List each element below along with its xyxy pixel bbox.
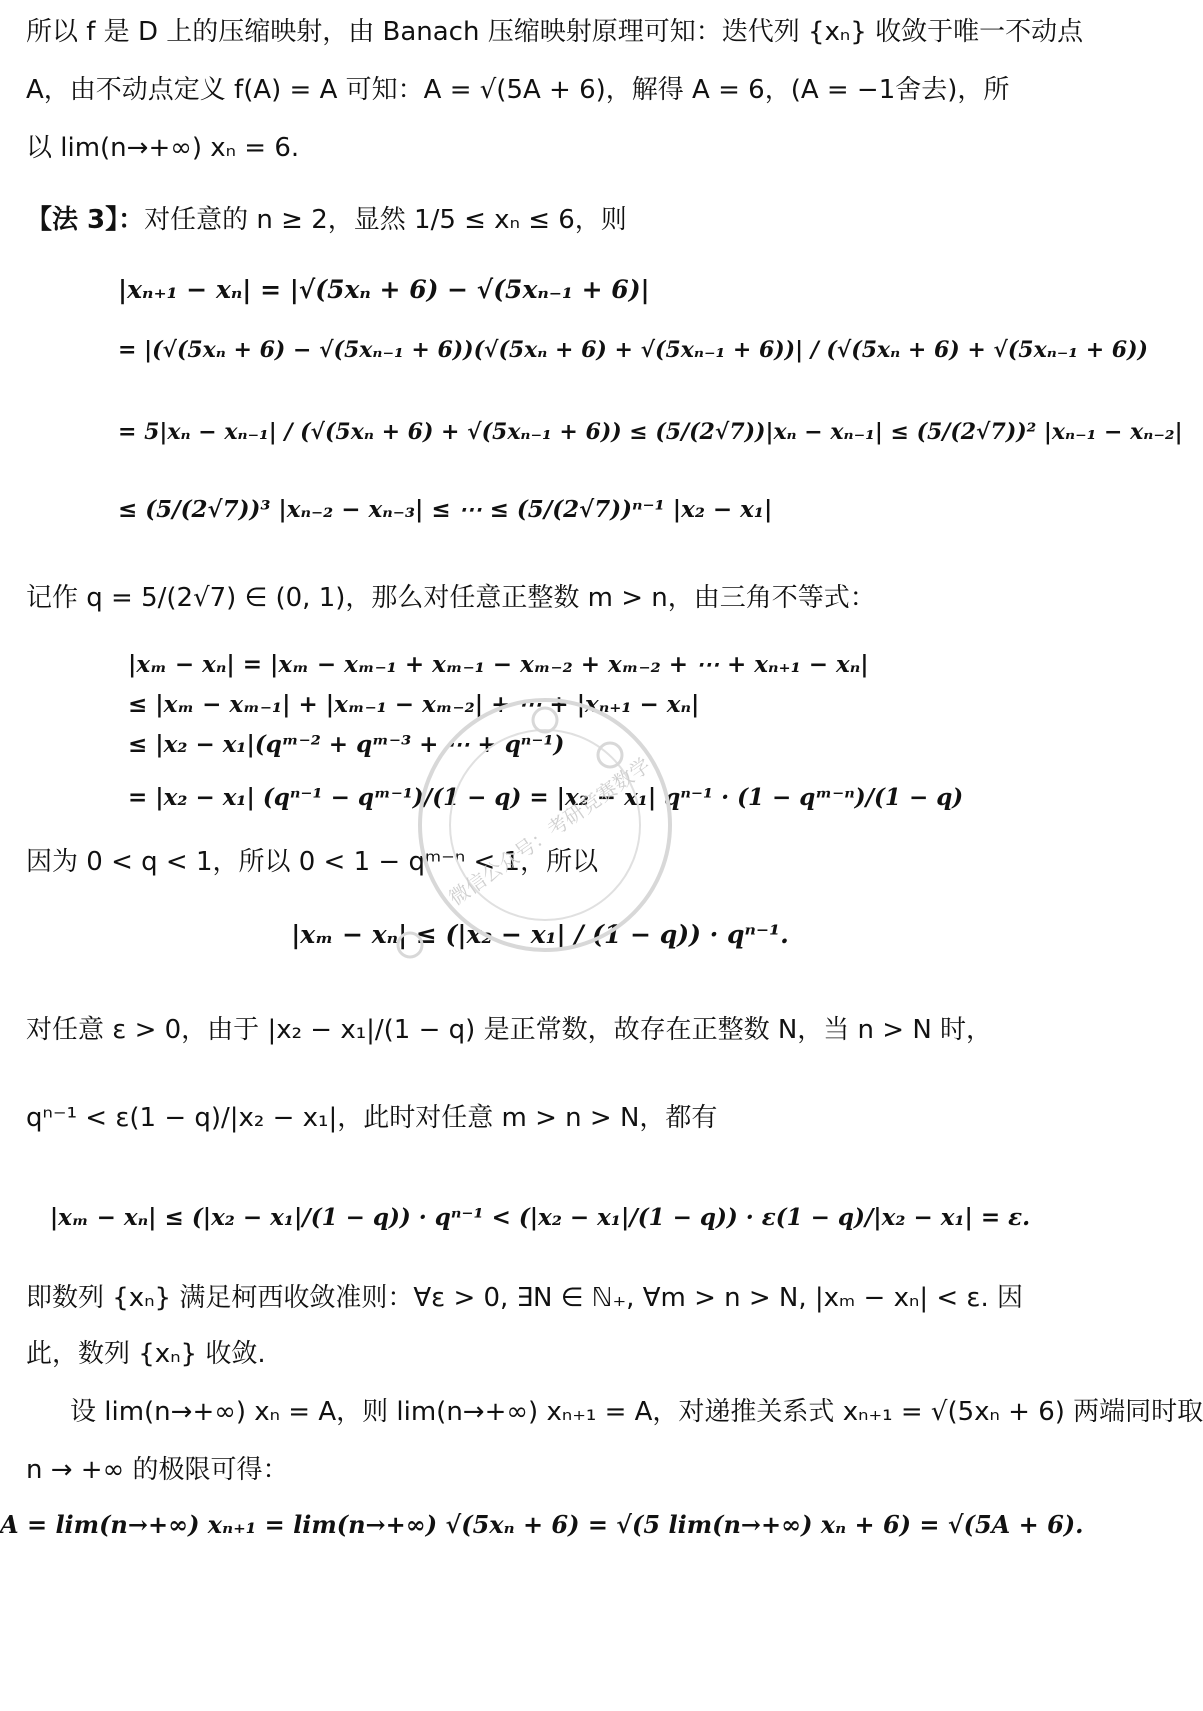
triangle-eq2: ≤ |xₘ − xₘ₋₁| + |xₘ₋₁ − xₘ₋₂| + ⋯ + |xₙ₊₁ − xₙ| <box>128 691 700 718</box>
method3-heading <box>26 200 627 240</box>
method3-eq2: = |(√(5xₙ + 6) − √(5xₙ₋₁ + 6))(√(5xₙ + 6) + √(5xₙ₋₁ + 6))| / (√(5xₙ + 6) + √(5xₙ₋₁ + 6)) <box>118 337 1148 363</box>
q-bound-line: qⁿ⁻¹ < ε(1 − q)/|x₂ − x₁|，此时对任意 m > n > N，都有 <box>26 1103 718 1133</box>
method3-eq1: |xₙ₊₁ − xₙ| = |√(5xₙ + 6) − √(5xₙ₋₁ + 6)| <box>118 275 650 304</box>
triangle-eq1: |xₘ − xₙ| = |xₘ − xₘ₋₁ + xₘ₋₁ − xₘ₋₂ + xₘ₋₂ + ⋯ + xₙ₊₁ − xₙ| <box>128 651 869 678</box>
method3-eq4: ≤ (5/(2√7))³ |xₙ₋₂ − xₙ₋₃| ≤ ⋯ ≤ (5/(2√7))ⁿ⁻¹ |x₂ − x₁| <box>118 496 773 523</box>
epsilon-line: 对任意 ε > 0，由于 |x₂ − x₁|/(1 − q) 是正常数，故存在正整数 N，当 n > N 时， <box>26 1015 993 1045</box>
method3-head-text: 对任意的 n ≥ 2，显然 1/5 ≤ xₙ ≤ 6，则 <box>144 205 627 235</box>
triangle-eq3: ≤ |x₂ − x₁|(qᵐ⁻² + qᵐ⁻³ + ⋯ + qⁿ⁻¹) <box>128 731 565 758</box>
intro-line-1: 所以 f 是 D 上的压缩映射，由 Banach 压缩映射原理可知：迭代列 {xₙ} 收敛于唯一不动点 <box>26 17 1084 47</box>
limit-line-2: n → +∞ 的极限可得： <box>26 1455 289 1485</box>
q-definition-line: 记作 q = 5/(2√7) ∈ (0, 1)，那么对任意正整数 m > n，由三角不等式： <box>26 583 876 613</box>
cauchy-line-1: 即数列 {xₙ} 满足柯西收敛准则：∀ε > 0, ∃N ∈ ℕ₊, ∀m > n > N, |xₘ − xₙ| < ε. 因 <box>26 1283 1023 1313</box>
final-inequality: |xₘ − xₙ| ≤ (|x₂ − x₁|/(1 − q)) · qⁿ⁻¹ < (|x₂ − x₁|/(1 − q)) · ε(1 − q)/|x₂ − x₁| = ε. <box>49 1204 1031 1231</box>
triangle-eq4: = |x₂ − x₁| (qⁿ⁻¹ − qᵐ⁻¹)/(1 − q) = |x₂ − x₁| qⁿ⁻¹ · (1 − qᵐ⁻ⁿ)/(1 − q) <box>128 784 964 811</box>
bound-inequality: |xₘ − xₙ| ≤ (|x₂ − x₁| / (1 − q)) · qⁿ⁻¹. <box>291 920 789 949</box>
limit-line-1: 设 lim(n→+∞) xₙ = A，则 lim(n→+∞) xₙ₊₁ = A，对递推关系式 xₙ₊₁ = √(5xₙ + 6) 两端同时取 <box>70 1397 1203 1427</box>
watermark-text: 微信公众号：考研竞赛数学 <box>444 752 655 911</box>
cauchy-line-2: 此，数列 {xₙ} 收敛. <box>26 1339 266 1369</box>
limit-equation: A = lim(n→+∞) xₙ₊₁ = lim(n→+∞) √(5xₙ + 6) = √(5 lim(n→+∞) xₙ + 6) = √(5A + 6). <box>0 1510 1084 1539</box>
method3-eq3: = 5|xₙ − xₙ₋₁| / (√(5xₙ + 6) + √(5xₙ₋₁ + 6)) ≤ (5/(2√7))|xₙ − xₙ₋₁| ≤ (5/(2√7))² |xₙ₋₁ − xₙ₋₂| <box>118 419 1183 445</box>
intro-line-3: 以 lim(n→+∞) xₙ = 6. <box>26 133 300 163</box>
because-line: 因为 0 < q < 1，所以 0 < 1 − qᵐ⁻ⁿ < 1，所以 <box>26 847 599 877</box>
method3-title: 【法 3】： <box>26 205 145 235</box>
intro-line-2: A，由不动点定义 f(A) = A 可知：A = √(5A + 6)，解得 A = 6，(A = −1舍去)，所 <box>26 75 1010 105</box>
